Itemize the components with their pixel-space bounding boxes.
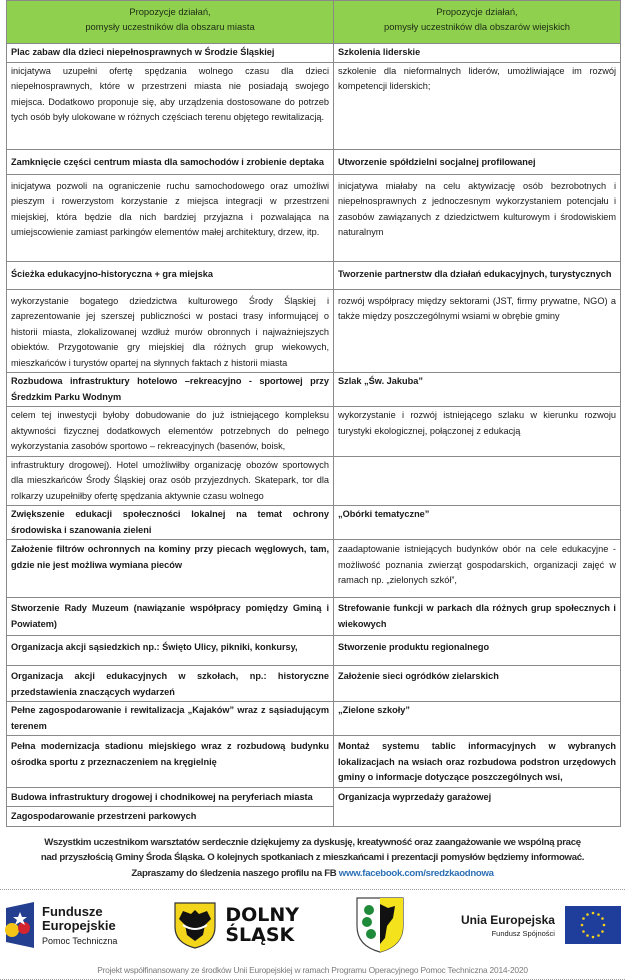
table-row bbox=[7, 149, 621, 174]
rural-item: Stworzenie produktu regionalnego bbox=[334, 636, 621, 666]
proposals-table bbox=[6, 0, 621, 827]
rural-item: „Zielone szkoły” bbox=[334, 702, 621, 736]
city-title: Plac zabaw dla dzieci niepełnosprawnych w Środzie Śląskiej bbox=[7, 44, 334, 63]
table-row bbox=[7, 289, 621, 373]
city-title: Rozbudowa infrastruktury hotelowo –rekreacyjno - sportowej przy Średzkim Parku Wodnym bbox=[7, 373, 334, 407]
rural-title: Szkolenia liderskie bbox=[334, 44, 621, 63]
rural-description: wykorzystanie i rozwój istniejącego szlaku w kierunku rozwoju turystyki ekologicznej, połączonej z edukacją bbox=[334, 407, 621, 457]
rural-item: Montaż systemu tablic informacyjnych w wybranych lokalizacjach na wsiach oraz rozbudowa podstron urzędowych gminy o informacje dotyczące poszczególnych wsi, bbox=[334, 736, 621, 788]
table-row bbox=[7, 174, 621, 261]
rural-item: „Obórki tematyczne” bbox=[334, 506, 621, 540]
facebook-link[interactable]: www.facebook.com/sredzkaodnowa bbox=[338, 867, 494, 879]
rural-item: Organizacja wyprzedaży garażowej bbox=[334, 787, 621, 826]
header-city bbox=[7, 1, 334, 44]
table-row bbox=[7, 456, 621, 506]
sponsor-logos bbox=[0, 890, 625, 960]
table-row bbox=[7, 62, 621, 149]
table-row bbox=[7, 407, 621, 457]
table-row bbox=[7, 636, 621, 666]
city-description: inicjatywa pozwoli na ograniczenie ruchu samochodowego oraz umożliwi pieszym i rowerzystom korzystanie z miejsca integracji w przestrzeni miejskiej, która będzie dla nich bardziej przyjazna i pozwalająca na umiejscowienie zamiast parkingów elementów małej architektury, drzew, itp. bbox=[7, 174, 334, 261]
rural-title: Tworzenie partnerstw dla działań edukacyjnych, turystycznych bbox=[334, 261, 621, 289]
thank-you-message bbox=[0, 835, 625, 882]
city-title: Zamknięcie części centrum miasta dla samochodów i zrobienie deptaka bbox=[7, 149, 334, 174]
fe-line-3: Pomoc Techniczna bbox=[42, 935, 118, 946]
ue-line-1: Unia Europejska bbox=[460, 912, 555, 927]
thanks-line-3 bbox=[0, 866, 625, 882]
dolny-slask-logo bbox=[173, 901, 299, 949]
city-item: Organizacja akcji edukacyjnych w szkołach, np.: historyczne przedstawienia znaczących wydarzeń bbox=[7, 666, 334, 702]
header-rural bbox=[334, 1, 621, 44]
fundusze-europejskie-logo bbox=[4, 902, 117, 948]
proposals-table-container bbox=[6, 0, 620, 827]
dolny-slask-wordmark bbox=[225, 905, 299, 945]
city-item: Organizacja akcji sąsiedzkich np.: Święto Ulicy, pikniki, konkursy, bbox=[7, 636, 334, 666]
city-item: Zagospodarowanie przestrzeni parkowych bbox=[7, 807, 334, 827]
city-description: celem tej inwestycji byłoby dobudowanie do już istniejącego kompleksu aktywności fizycznej dodatkowych elementów potrzebnych do pełnego wykorzystania zasobów sportowo – rekreacyjnych (basenów, boisk, bbox=[7, 407, 334, 457]
header-city-line2: pomysły uczestników dla obszaru miasta bbox=[85, 21, 255, 32]
ds-line-2: ŚLĄSK bbox=[225, 924, 295, 946]
fe-star-flag-icon bbox=[4, 902, 36, 948]
fe-line-1: Fundusze bbox=[42, 903, 103, 919]
ds-line-1: DOLNY bbox=[225, 904, 300, 926]
sroda-slaska-coat-of-arms-icon bbox=[355, 896, 405, 954]
rural-description: inicjatywa miałaby na celu aktywizację osób bezrobotnych i niepełnosprawnych z jednoczesnym wykorzystaniem potencjału i zasobów zawiązanych z dziedzictwem kulturowym i środowiskiem naturalnym bbox=[334, 174, 621, 261]
rural-item: zaadaptowanie istniejących budynków obór na cele edukacyjne - możliwość poznania zwierząt gospodarskich, organizacji zajęć w ramach np. „zielonych szkół”, bbox=[334, 540, 621, 598]
rural-item: Założenie sieci ogródków zielarskich bbox=[334, 666, 621, 702]
city-item: Założenie filtrów ochronnych na kominy przy piecach węglowych, tam, gdzie nie jest możliwa wymiana pieców bbox=[7, 540, 334, 598]
project-funding-footer: Projekt współfinansowany ze środków Unii Europejskiej w ramach Programu Operacyjnego Pomoc Techniczna 2014-2020 bbox=[97, 965, 528, 975]
table-row bbox=[7, 702, 621, 736]
table-row bbox=[7, 261, 621, 289]
city-item: Zwiększenie edukacji społeczności lokalnej na temat ochrony środowiska i szanowania zieleni bbox=[7, 506, 334, 540]
table-row bbox=[7, 598, 621, 636]
rural-description: szkolenie dla nieformalnych liderów, umożliwiające im rozwój kompetencji liderskich; bbox=[334, 62, 621, 149]
unia-europejska-logo bbox=[461, 906, 621, 944]
table-row bbox=[7, 666, 621, 702]
rural-description: rozwój współpracy między sektorami (JST, firmy prywatne, NGO) a także między poszczególnymi wsiami w obrębie gminy bbox=[334, 289, 621, 373]
table-row bbox=[7, 736, 621, 788]
rural-description-empty bbox=[334, 456, 621, 506]
ue-line-2: Fundusz Spójności bbox=[491, 928, 555, 938]
sroda-slaska-logo bbox=[355, 896, 405, 954]
table-header-row bbox=[7, 1, 621, 44]
city-item: Pełna modernizacja stadionu miejskiego wraz z rozbudową budynku ośrodka sportu z przeznaczeniem na kręgielnię bbox=[7, 736, 334, 788]
table-row bbox=[7, 506, 621, 540]
fe-logo-text bbox=[42, 905, 117, 946]
dolny-slask-eagle-shield-icon bbox=[173, 901, 217, 949]
header-rural-line2: pomysły uczestników dla obszarów wiejskich bbox=[383, 21, 570, 32]
city-item: Pełne zagospodarowanie i rewitalizacja „Kajaków” wraz z sąsiadującym terenem bbox=[7, 702, 334, 736]
unia-europejska-text bbox=[461, 913, 555, 938]
city-description-continued: infrastruktury drogowej). Hotel umożliwiłby organizację obozów sportowych dla mieszkańców Środy Śląskiej oraz osób przyjezdnych. Skatepark, tor dla rolkarzy uzupełniłby ofertę spędzania aktywnie czasu wolnego bbox=[7, 456, 334, 506]
table-row bbox=[7, 373, 621, 407]
table-row bbox=[7, 44, 621, 63]
table-row bbox=[7, 540, 621, 598]
rural-title: Szlak „Św. Jakuba” bbox=[334, 373, 621, 407]
eu-flag-icon bbox=[565, 906, 621, 944]
thanks-line-1: Wszystkim uczestnikom warsztatów serdecznie dziękujemy za dyskusję, kreatywność oraz zaangażowanie we wspólną pracę bbox=[44, 836, 581, 848]
header-rural-line1: Propozycje działań, bbox=[436, 6, 518, 17]
city-description: inicjatywa uzupełni ofertę spędzania wolnego czasu dla dzieci niepełnosprawnych, które w przestrzeni miasta nie posiadają swojego miejsca. Dodatkowo proponuje się, aby urządzenia dostosowane do potrzeb tych osób były ulokowane w różnych częściach terenu objętego rewitalizacją. bbox=[7, 62, 334, 149]
rural-title: Utworzenie spółdzielni socjalnej profilowanej bbox=[334, 149, 621, 174]
table-row bbox=[7, 787, 621, 807]
thanks-line-2: nad przyszłością Gminy Środa Śląska. O kolejnych spotkaniach z mieszkańcami i prezentacji pomysłów będziemy informować. bbox=[40, 852, 585, 863]
city-item: Stworzenie Rady Muzeum (nawiązanie współpracy pomiędzy Gminą i Powiatem) bbox=[7, 598, 334, 636]
fe-line-2: Europejskie bbox=[42, 917, 116, 933]
city-item: Budowa infrastruktury drogowej i chodnikowej na peryferiach miasta bbox=[7, 787, 334, 807]
thanks-line-3-text: Zapraszamy do śledzenia naszego profilu na FB bbox=[131, 867, 339, 879]
header-city-line1: Propozycje działań, bbox=[129, 6, 211, 17]
city-description: wykorzystanie bogatego dziedzictwa kulturowego Środy Śląskiej i zaprezentowanie jej szerszej publiczności w postaci trasy informującej o historii miasta, zlokalizowanej wzdłuż murów obronnych i najważniejszych obiektów. Przygotowanie gry miejskiej dla różnych grup wiekowych, mieszkańców i turystów opartej na słynnych faktach z historii miasta bbox=[7, 289, 334, 373]
rural-item: Strefowanie funkcji w parkach dla różnych grup społecznych i wiekowych bbox=[334, 598, 621, 636]
city-title: Ścieżka edukacyjno-historyczna + gra miejska bbox=[7, 261, 334, 289]
